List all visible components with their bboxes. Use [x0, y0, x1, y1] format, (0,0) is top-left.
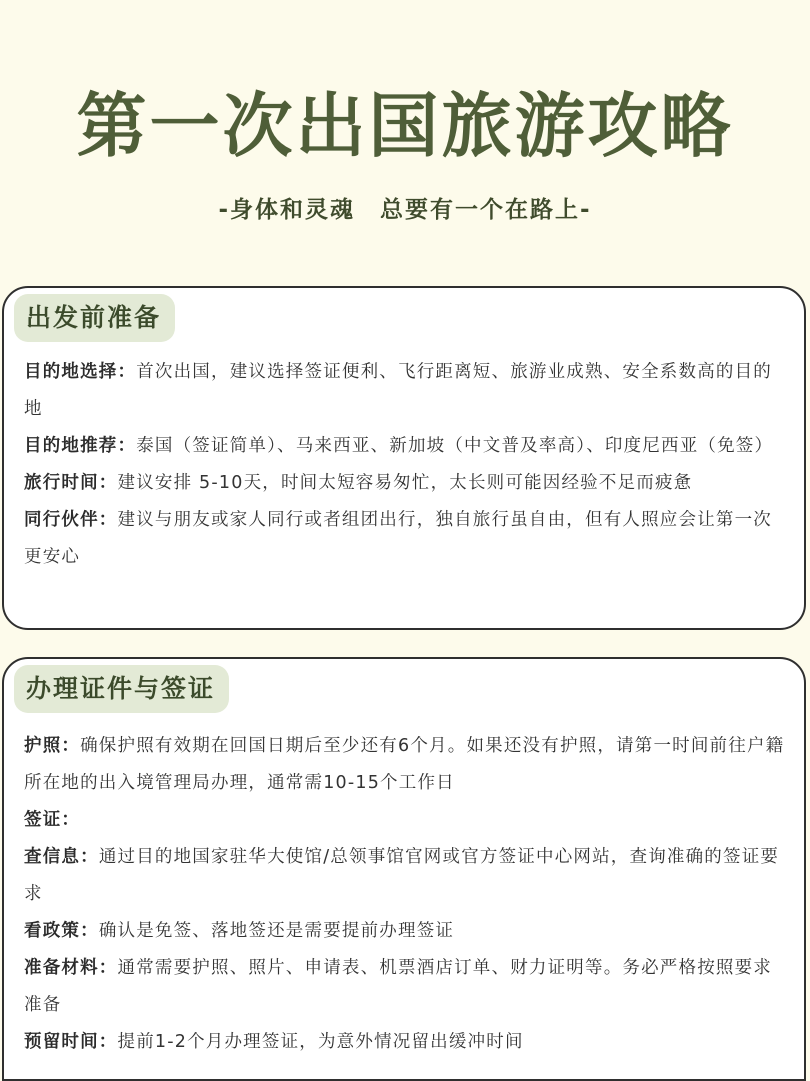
item-text: 确认是免签、落地签还是需要提前办理签证 — [98, 921, 455, 941]
item-text: 建议安排 5-10天，时间太短容易匆忙，太长则可能因经验不足而疲惫 — [117, 473, 693, 493]
item-label: 护照： — [24, 736, 81, 756]
section-heading: 出发前准备 — [14, 294, 175, 342]
list-item — [24, 502, 788, 576]
list-item — [24, 802, 788, 839]
item-text: 通常需要护照、照片、申请表、机票酒店订单、财力证明等。务必严格按照要求准备 — [24, 958, 772, 1015]
item-label: 同行伙伴： — [24, 510, 118, 530]
list-item — [24, 428, 788, 465]
section-card-documents-visa — [2, 657, 806, 1081]
list-item — [24, 839, 788, 913]
list-item — [24, 913, 788, 950]
page-subtitle: -身体和灵魂 总要有一个在路上- — [218, 197, 592, 223]
item-label: 查信息： — [24, 847, 99, 867]
item-label: 预留时间： — [24, 1032, 118, 1052]
page-title: 第一次出国旅游攻略 — [76, 85, 734, 167]
item-label: 准备材料： — [24, 958, 118, 978]
list-item — [24, 1024, 788, 1061]
item-text: 通过目的地国家驻华大使馆/总领事馆官网或官方签证中心网站，查询准确的签证要求 — [24, 847, 780, 904]
item-label: 签证： — [24, 810, 81, 830]
section-body — [24, 728, 788, 1061]
item-label: 旅行时间： — [24, 473, 118, 493]
item-label: 看政策： — [24, 921, 99, 941]
item-text: 提前1-2个月办理签证，为意外情况留出缓冲时间 — [117, 1032, 524, 1052]
item-label: 目的地选择： — [24, 362, 137, 382]
section-card-departure-prep — [2, 286, 806, 630]
item-text: 建议与朋友或家人同行或者组团出行，独自旅行虽自由，但有人照应会让第一次更安心 — [24, 510, 772, 567]
item-text: 确保护照有效期在回国日期后至少还有6个月。如果还没有护照，请第一时间前往户籍所在地的出入境管理局办理，通常需10-15个工作日 — [24, 736, 785, 793]
item-text: 泰国（签证简单）、马来西亚、新加坡（中文普及率高）、印度尼西亚（免签） — [136, 436, 774, 456]
item-text: 首次出国，建议选择签证便利、飞行距离短、旅游业成熟、安全系数高的目的地 — [24, 362, 773, 419]
list-item — [24, 950, 788, 1024]
list-item — [24, 354, 788, 428]
list-item — [24, 465, 788, 502]
list-item — [24, 728, 788, 802]
section-heading: 办理证件与签证 — [14, 665, 229, 713]
item-label: 目的地推荐： — [24, 436, 137, 456]
section-body — [24, 354, 788, 576]
